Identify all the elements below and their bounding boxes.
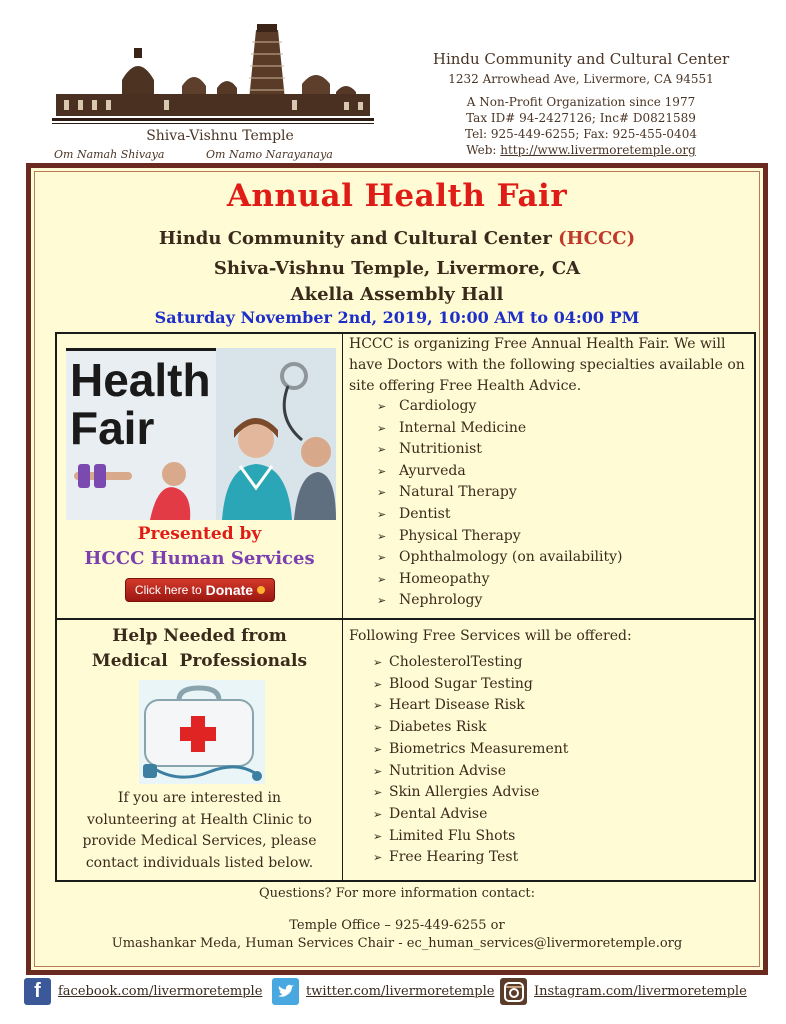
service-item — [373, 652, 568, 674]
content-table — [55, 332, 756, 882]
service-label: Free Hearing Test — [389, 849, 519, 866]
nonprofit-note: A Non-Profit Organization since 1977 — [466, 95, 696, 109]
arrow-bullet-icon: ➢ — [373, 807, 383, 821]
website-link[interactable]: http://www.livermoretemple.org — [500, 143, 696, 157]
contact-question: Questions? For more information contact: — [259, 886, 535, 901]
facebook-icon[interactable]: f — [24, 978, 51, 1005]
service-item — [373, 804, 568, 826]
service-label: Limited Flu Shots — [389, 827, 516, 844]
service-label: Nutrition Advise — [389, 762, 506, 779]
service-label: Biometrics Measurement — [389, 740, 569, 757]
services-list — [373, 652, 568, 869]
service-label: Skin Allergies Advise — [389, 784, 540, 801]
volunteer-line-2: volunteering at Health Clinic to — [87, 811, 312, 828]
facebook-social — [24, 978, 262, 1005]
help-heading — [57, 624, 342, 674]
column-divider — [342, 334, 343, 880]
specialty-item — [377, 547, 623, 569]
service-label: Dental Advise — [389, 805, 488, 822]
contact-info — [31, 886, 763, 953]
instagram-link[interactable]: Instagram.com/livermoretemple — [534, 984, 747, 999]
service-item — [373, 674, 568, 696]
arrow-bullet-icon: ➢ — [373, 786, 383, 800]
specialty-label: Nephrology — [399, 592, 483, 609]
organization-name: Hindu Community and Cultural Center — [432, 50, 730, 68]
event-hall: Akella Assembly Hall — [290, 284, 504, 305]
event-title: Annual Health Fair — [226, 178, 568, 214]
arrow-bullet-icon: ➢ — [373, 764, 383, 778]
arrow-bullet-icon: ➢ — [377, 400, 387, 413]
first-aid-kit-icon — [139, 680, 265, 784]
host-organization-name: Hindu Community and Cultural Center — [158, 228, 552, 249]
arrow-bullet-icon: ➢ — [373, 677, 383, 691]
mantra-narayana: Om Namo Narayanaya — [206, 148, 333, 161]
contact-chair: Umashankar Meda, Human Services Chair - ec_human_services@livermoretemple.org — [111, 936, 683, 951]
donate-prefix: Click here to — [134, 583, 202, 597]
arrow-bullet-icon: ➢ — [373, 851, 383, 865]
specialty-item — [377, 418, 623, 440]
health-fair-photo — [66, 348, 336, 520]
event-date-time: Saturday November 2nd, 2019, 10:00 AM to 04:00 PM — [154, 308, 640, 327]
specialty-label: Ophthalmology (on availability) — [399, 549, 623, 566]
volunteer-line-3: provide Medical Services, please — [82, 833, 317, 849]
event-venue: Shiva-Vishnu Temple, Livermore, CA — [213, 258, 581, 279]
image-text-health: Health — [70, 354, 211, 406]
specialty-item — [377, 439, 623, 461]
website-line — [414, 142, 748, 158]
arrow-bullet-icon: ➢ — [373, 829, 383, 843]
arrow-bullet-icon: ➢ — [377, 486, 387, 500]
specialty-label: Dentist — [399, 505, 451, 522]
arrow-bullet-icon: ➢ — [373, 721, 383, 735]
arrow-bullet-icon: ➢ — [377, 421, 387, 435]
specialty-item — [377, 569, 623, 591]
arrow-bullet-icon: ➢ — [377, 551, 387, 565]
service-label: Heart Disease Risk — [389, 697, 525, 714]
mantra-shiva: Om Namah Shivaya — [54, 148, 165, 161]
arrow-bullet-icon: ➢ — [377, 464, 387, 478]
arrow-bullet-icon: ➢ — [377, 572, 387, 586]
presented-by-label: Presented by — [137, 524, 262, 544]
service-item — [373, 717, 568, 739]
specialty-label: Homeopathy — [399, 570, 490, 587]
arrow-bullet-icon: ➢ — [373, 656, 383, 669]
temple-logo-image — [52, 22, 374, 126]
facebook-link[interactable]: facebook.com/livermoretemple — [58, 984, 263, 999]
host-organization-acronym: (HCCC) — [558, 228, 636, 249]
arrow-bullet-icon: ➢ — [377, 594, 387, 608]
twitter-link[interactable]: twitter.com/livermoretemple — [306, 984, 495, 999]
services-intro: Following Free Services will be offered: — [349, 628, 632, 644]
tax-id: Tax ID# 94-2427126; Inc# D0821589 — [466, 111, 696, 125]
letterhead — [0, 0, 786, 160]
flyer-frame — [26, 163, 768, 975]
twitter-icon[interactable] — [272, 978, 299, 1005]
specialty-label: Nutritionist — [399, 441, 482, 458]
tel-fax: Tel: 925-449-6255; Fax: 925-455-0404 — [465, 127, 697, 141]
website-label: Web: — [466, 143, 497, 157]
presenter-name: HCCC Human Services — [84, 548, 315, 569]
medical-kit-image — [139, 680, 265, 784]
specialty-label: Internal Medicine — [399, 419, 527, 436]
specialty-item — [377, 461, 623, 483]
service-item — [373, 847, 568, 869]
specialty-item — [377, 590, 623, 612]
specialty-item — [377, 526, 623, 548]
organization-info — [414, 50, 748, 158]
arrow-bullet-icon: ➢ — [377, 529, 387, 543]
specialty-list — [377, 396, 623, 612]
service-label: Diabetes Risk — [389, 719, 487, 736]
service-label: CholesterolTesting — [389, 654, 523, 670]
service-item — [373, 695, 568, 717]
host-organization — [31, 228, 763, 249]
specialty-label: Physical Therapy — [399, 527, 521, 544]
row-divider — [57, 618, 754, 620]
specialties-intro: HCCC is organizing Free Annual Health Fair. We will have Doctors with the following specialties available on site offering Free Health Advice. — [349, 336, 745, 394]
arrow-bullet-icon: ➢ — [373, 699, 383, 713]
specialty-item — [377, 482, 623, 504]
instagram-icon[interactable] — [500, 978, 527, 1005]
service-item — [373, 782, 568, 804]
social-footer — [0, 978, 786, 1014]
donate-label: Donate — [205, 582, 254, 598]
help-heading-line2: Medical Professionals — [91, 651, 308, 671]
specialty-label: Natural Therapy — [399, 484, 517, 501]
health-fair-illustration — [66, 348, 336, 520]
specialty-label: Ayurveda — [399, 462, 466, 479]
arrow-bullet-icon: ➢ — [377, 443, 387, 457]
specialty-item — [377, 504, 623, 526]
image-text-fair: Fair — [70, 402, 155, 454]
arrow-bullet-icon: ➢ — [377, 507, 387, 521]
instagram-social — [500, 978, 747, 1005]
temple-illustration — [52, 22, 374, 126]
help-heading-line1: Help Needed from — [112, 626, 287, 646]
organization-address: 1232 Arrowhead Ave, Livermore, CA 94551 — [448, 72, 714, 86]
arrow-bullet-icon: ➢ — [373, 742, 383, 756]
donate-button[interactable] — [125, 578, 275, 602]
service-item — [373, 739, 568, 761]
specialty-item — [377, 396, 623, 418]
twitter-social — [272, 978, 494, 1005]
volunteer-line-1: If you are interested in — [117, 790, 282, 806]
temple-name: Shiva-Vishnu Temple — [146, 128, 294, 144]
donate-arrow-icon — [257, 586, 265, 594]
volunteer-text — [57, 788, 342, 874]
volunteer-line-4: contact individuals listed below. — [85, 854, 314, 871]
service-item — [373, 826, 568, 848]
contact-office: Temple Office – 925-449-6255 or — [289, 918, 505, 933]
specialty-label: Cardiology — [399, 398, 477, 414]
service-item — [373, 761, 568, 783]
service-label: Blood Sugar Testing — [389, 675, 533, 692]
